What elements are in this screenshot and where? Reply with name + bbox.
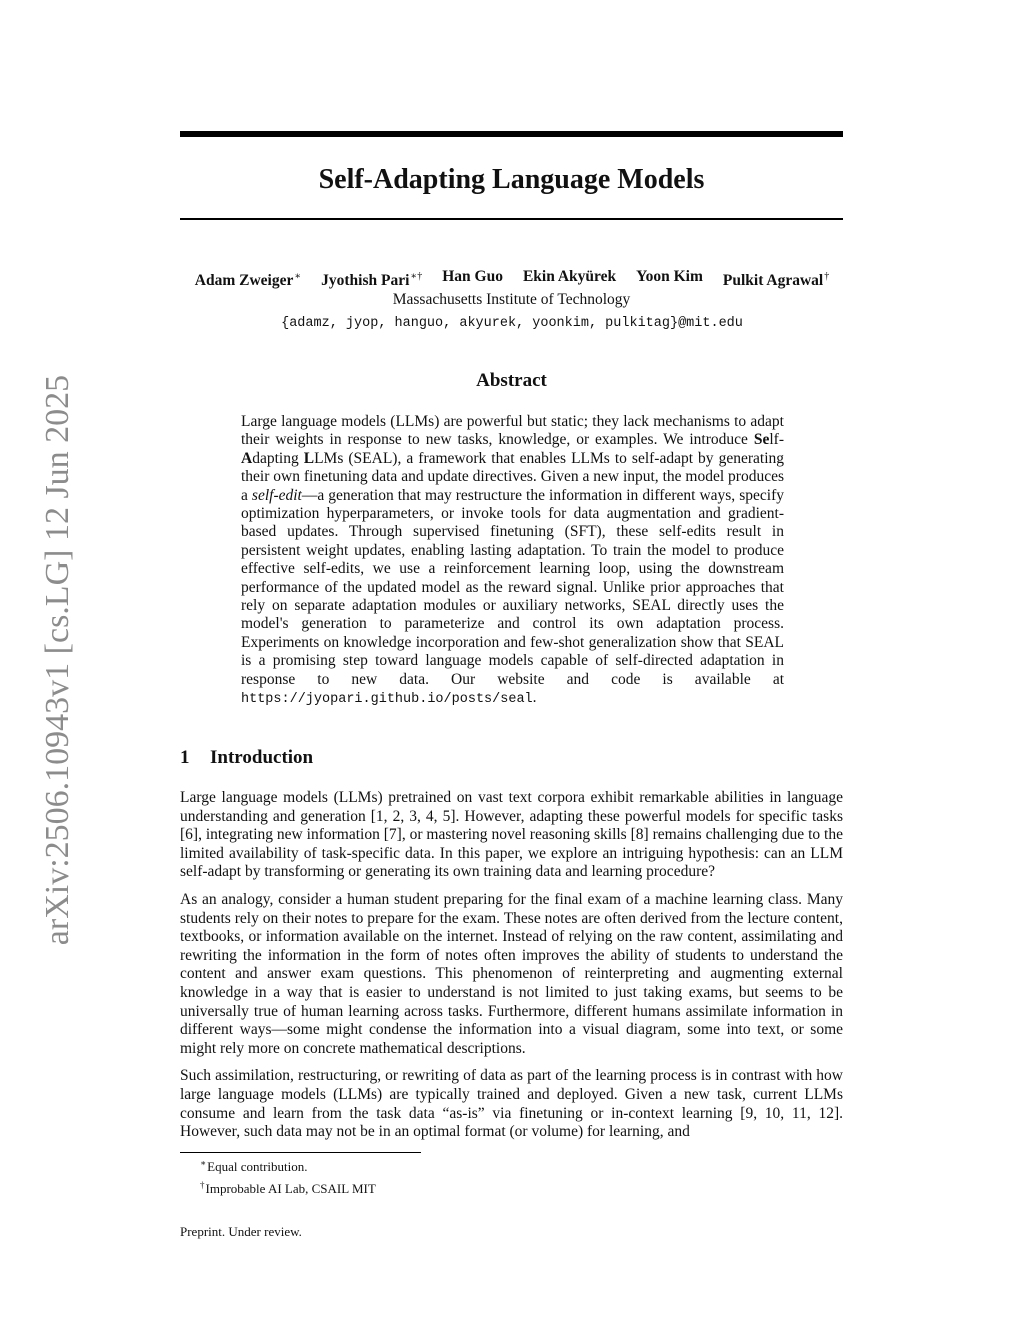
preprint-notice: Preprint. Under review. xyxy=(180,1224,302,1239)
author: Adam Zweiger∗ xyxy=(194,271,302,289)
project-url[interactable]: https://jyopari.github.io/posts/seal xyxy=(241,692,533,708)
author: Pulkit Agrawal† xyxy=(722,271,830,289)
author: Han Guo xyxy=(442,268,503,285)
affiliation: Massachusetts Institute of Technology xyxy=(392,291,631,308)
paragraph: As an analogy, consider a human student preparing for the final exam of a machine learning class. Many students rely on their notes to prepare for the exam. These notes are often derived from the lecture content, textbooks, or information available on the internet. Instead of relying on the raw content, assimilating and rewriting the information in the form of notes often improves the ability of students to understand the content and answer exam questions. This phenomenon of reinterpreting and augmenting external knowledge in a way that is easier to understand is not limited to just taking exams, but seems to be universally true of human learning across tasks. Furthermore, different humans assimilate information in different ways—some might condense the information into a visual diagram, some into text, or some might rely more on concrete mathematical descriptions. xyxy=(180,890,843,1057)
title-top-rule xyxy=(180,131,843,137)
paper-title: Self-Adapting Language Models xyxy=(318,164,705,195)
footnotes xyxy=(180,1154,680,1198)
footnote: †Improbable AI Lab, CSAIL MIT xyxy=(200,1180,376,1196)
author-emails: {adamz, jyop, hanguo, akyurek, yoonkim, pulkitag}@mit.edu xyxy=(281,316,743,331)
author: Jyothish Pari∗† xyxy=(321,271,423,289)
self-edit-term: self-edit xyxy=(251,486,302,504)
title-bottom-rule xyxy=(180,218,843,220)
paragraph: Such assimilation, restructuring, or rewriting of data as part of the learning process is in contrast with how large language models (LLMs) are typically trained and deployed. Given a new task, current LLMs consume and learn from the task data “as-is” via finetuning or in-context learning [9, 10, 11, 12]. However, such data may not be in an optimal format (or volume) for learning, and xyxy=(180,1067,843,1141)
abstract-heading: Abstract xyxy=(476,370,547,391)
author: Ekin Akyürek xyxy=(522,268,617,285)
arxiv-identifier-stamp: arXiv:2506.10943v1 [cs.LG] 12 Jun 2025 xyxy=(39,374,76,946)
section-heading-introduction: 1 Introduction xyxy=(180,747,314,768)
author: Yoon Kim xyxy=(636,268,703,285)
introduction-body xyxy=(180,789,843,1151)
footnote-rule xyxy=(180,1152,421,1153)
paragraph: Large language models (LLMs) pretrained on vast text corpora exhibit remarkable abilities in language understanding and generation [1, 2, 3, 4, 5]. However, adapting these powerful models for specific tasks [6], integrating new information [7], or mastering novel reasoning skills [8] remains challenging due to the limited availability of task-specific data. In this paper, we explore an intriguing hypothesis: can an LLM self-adapt by transforming or generating its own training data and learning procedure? xyxy=(180,789,843,881)
footnote: ∗Equal contribution. xyxy=(200,1158,308,1174)
abstract-text: Large language models (LLMs) are powerful but static; they lack mechanisms to adapt their weights in response to new tasks, knowledge, or examples. We introduce Self-Adapting LLMs (SEAL), a framework that enables LLMs to self-adapt by generating their own finetuning data and update directives. Given a new input, the model produces a self-edit—a generation that may restructure the information in different ways, specify optimization hyperparameters, or invoke tools for data augmentation and gradient-based updates. Through supervised finetuning (SFT), these self-edits result in persistent weight updates, enabling lasting adaptation. To train the model to produce effective self-edits, we use a reinforcement learning loop, using the downstream performance of the updated model as the reward signal. Unlike prior approaches that rely on separate adaptation modules or auxiliary networks, SEAL directly uses the model's generation to parameterize and control its own adaptation process. Experiments on knowledge incorporation and few-shot generalization show that SEAL is a promising step toward language models capable of self-directed adaptation in response to new data. Our website and code is available at https://jyopari.github.io/posts/seal. xyxy=(241,413,784,708)
